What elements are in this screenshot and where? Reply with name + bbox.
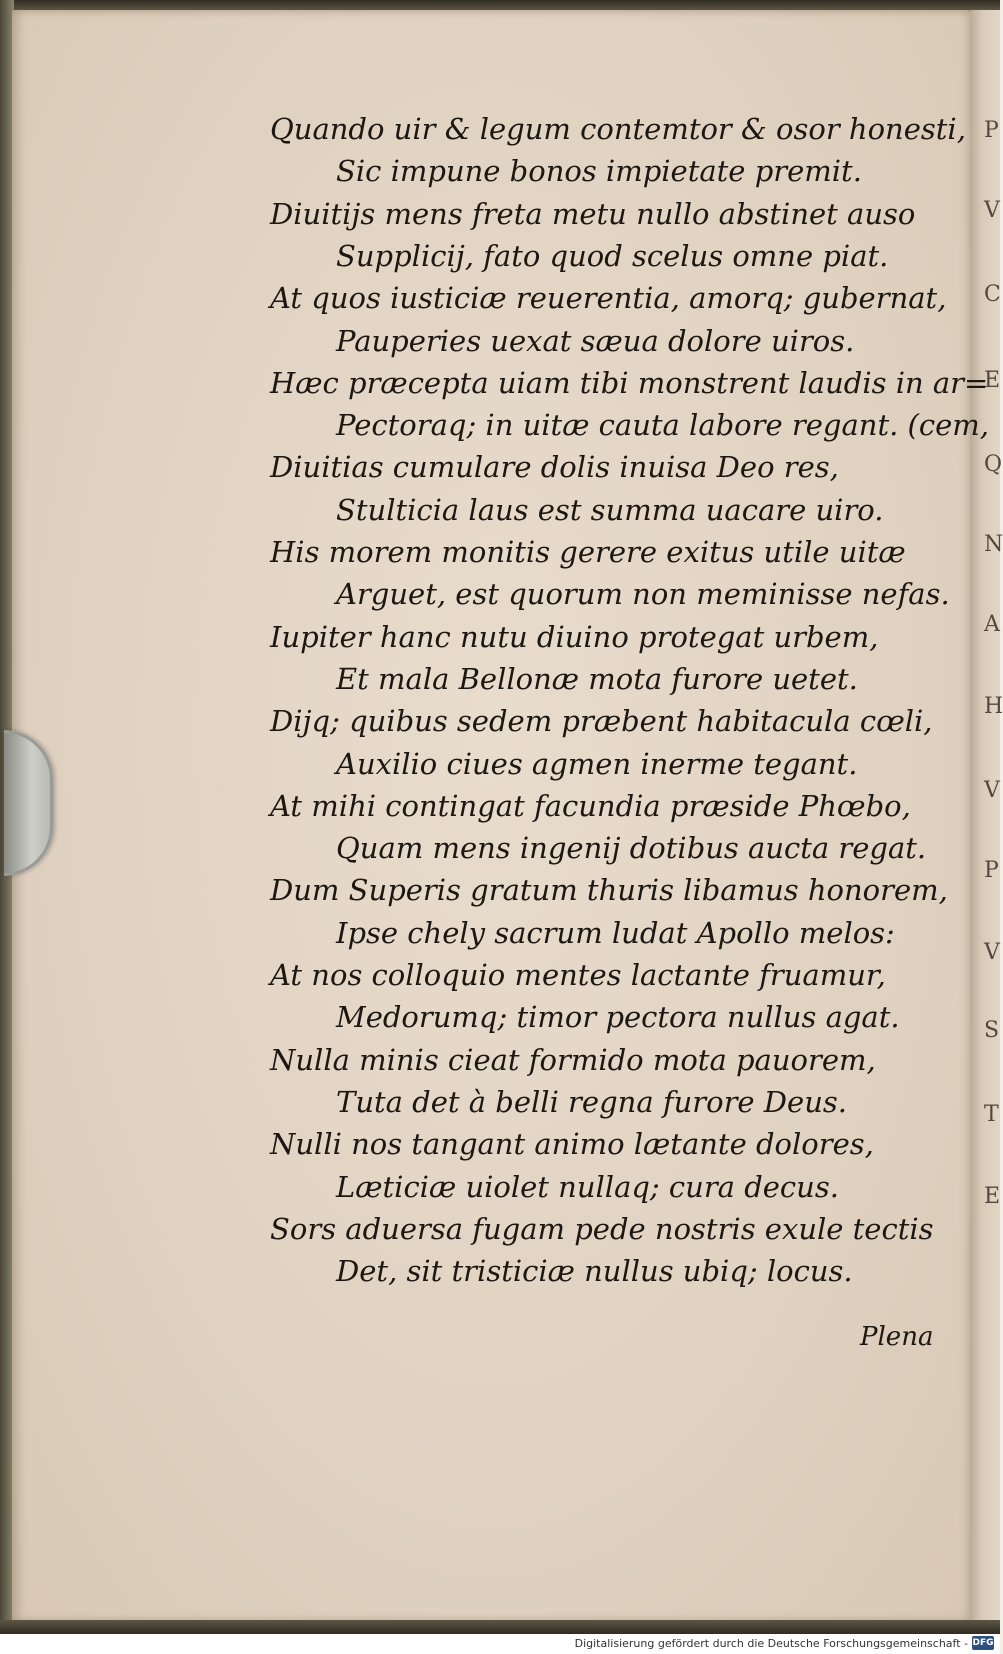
next-page-letter: A bbox=[984, 612, 1000, 637]
binding-bottom-edge bbox=[0, 1620, 1000, 1634]
verse-line: Et mala Bellonæ mota furore uetet. bbox=[336, 662, 858, 696]
verse-line: Læticiæ uiolet nullaq; cura decus. bbox=[336, 1170, 839, 1204]
verse-line: Iupiter hanc nutu diuino protegat urbem, bbox=[270, 620, 879, 654]
verse-line: Sic impune bonos impietate premit. bbox=[336, 154, 862, 188]
next-page-letter: E bbox=[984, 368, 1001, 393]
verse-line: At mihi contingat facundia præside Phœbo, bbox=[270, 789, 911, 823]
verse-line: Sors aduersa fugam pede nostris exule tectis bbox=[270, 1212, 934, 1246]
verse-line: Dum Superis gratum thuris libamus honorem, bbox=[270, 873, 948, 907]
verse-line: Hæc præcepta uiam tibi monstrent laudis in ar= bbox=[270, 366, 989, 400]
verse-line: Nulli nos tangant animo lætante dolores, bbox=[270, 1127, 874, 1161]
next-page-letter: P bbox=[984, 858, 999, 883]
verse-line: Tuta det à belli regna furore Deus. bbox=[336, 1085, 847, 1119]
next-page-letter: V bbox=[984, 778, 1000, 803]
verse-line: Stulticia laus est summa uacare uiro. bbox=[336, 493, 884, 527]
catchword: Plena bbox=[860, 1322, 934, 1352]
next-page-letter: Q bbox=[984, 452, 1003, 477]
next-page-letter: V bbox=[984, 940, 1000, 965]
next-page-letter: C bbox=[984, 282, 1001, 307]
next-page-letter: H bbox=[984, 694, 1003, 719]
verse-line: Supplicij, fato quod scelus omne piat. bbox=[336, 239, 889, 273]
funding-notice: Digitalisierung gefördert durch die Deutsche Forschungsgemeinschaft - bbox=[574, 1637, 968, 1650]
next-page-letter: T bbox=[984, 1102, 999, 1127]
verse-line: Quando uir & legum contemtor & osor honesti, bbox=[270, 112, 966, 146]
verse-line: Nulla minis cieat formido mota pauorem, bbox=[270, 1043, 876, 1077]
verse-line: Arguet, est quorum non meminisse nefas. bbox=[336, 577, 950, 611]
verse-line: Pectoraq; in uitæ cauta labore regant. (cem, bbox=[336, 408, 989, 442]
verse-line: His morem monitis gerere exitus utile uitæ bbox=[270, 535, 906, 569]
verse-line: At nos colloquio mentes lactante fruamur, bbox=[270, 958, 886, 992]
next-page-letter: P bbox=[984, 118, 999, 143]
verse-line: Medorumq; timor pectora nullus agat. bbox=[336, 1000, 900, 1034]
verse-line: Auxilio ciues agmen inerme tegant. bbox=[336, 747, 858, 781]
verse-line: At quos iusticiæ reuerentia, amorq; gubernat, bbox=[270, 281, 947, 315]
verse-line: Ipse chely sacrum ludat Apollo melos: bbox=[336, 916, 895, 950]
next-page-letter: S bbox=[984, 1018, 1000, 1043]
verse-line: Diuitijs mens freta metu nullo abstinet auso bbox=[270, 197, 916, 231]
verse-line: Quam mens ingenij dotibus aucta regat. bbox=[336, 831, 927, 865]
dfg-logo: DFG bbox=[972, 1638, 994, 1648]
verse-line: Det, sit tristiciæ nullus ubiq; locus. bbox=[336, 1254, 853, 1288]
verse-line: Dijq; quibus sedem præbent habitacula cœli, bbox=[270, 704, 933, 738]
next-page-edge bbox=[970, 10, 1003, 1622]
verse-line: Diuitias cumulare dolis inuisa Deo res, bbox=[270, 450, 839, 484]
verse-line: Pauperies uexat sæua dolore uiros. bbox=[336, 324, 855, 358]
next-page-letter: V bbox=[984, 198, 1000, 223]
next-page-letter: N bbox=[984, 532, 1003, 557]
next-page-letter: E bbox=[984, 1184, 1001, 1209]
